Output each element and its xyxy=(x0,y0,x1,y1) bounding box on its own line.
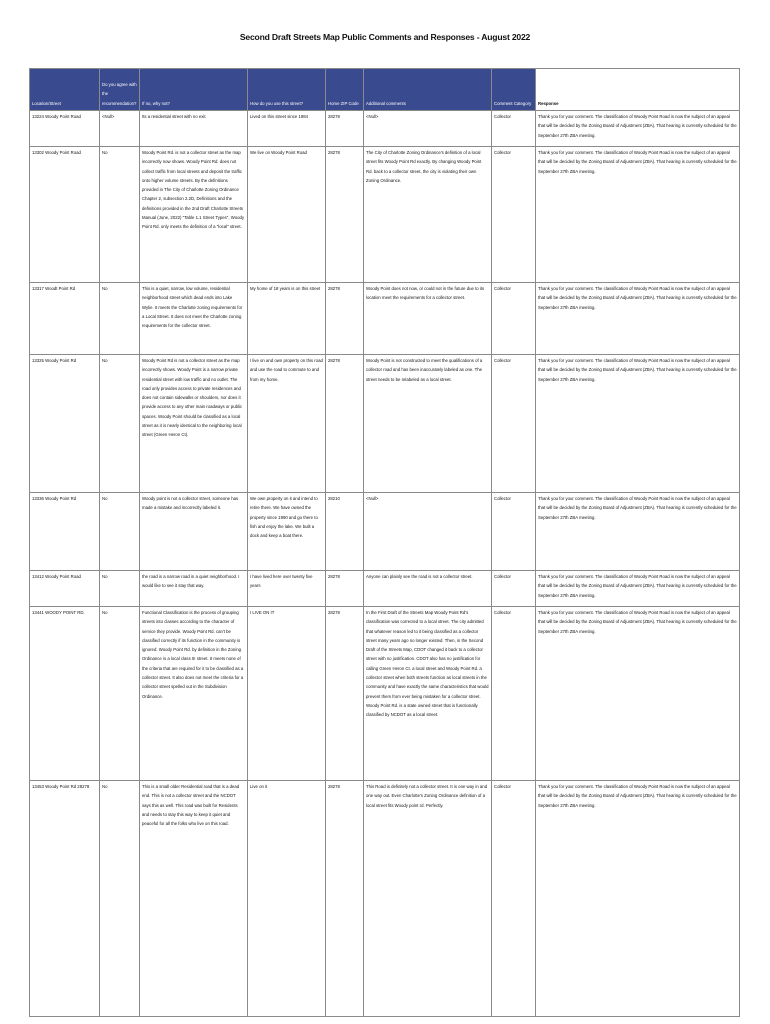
cell-agree: No xyxy=(100,571,140,607)
column-header-why-not: If no, why not? xyxy=(140,69,248,111)
cell-location: 13302 Woody Point Road xyxy=(30,147,100,283)
cell-agree: <Null> xyxy=(100,111,140,147)
cell-zip: 28210 xyxy=(326,493,364,571)
cell-agree: No xyxy=(100,493,140,571)
table-row xyxy=(30,147,740,283)
cell-zip: 28278 xyxy=(326,781,364,1017)
cell-use: I have lived here over twenty five years xyxy=(248,571,326,607)
cell-comments: In the First Draft of the Streets Map Woody Point Rd's classification was corrected to a local street. The city admitted that whatever reason led to it being classified as a collector street many years ago no longer existed. Then, in the Second Draft of the Streets Map, CDOT changed it back to a collector street with no justification. CDOT also has no justification for calling Green Heron Ct. a local street and Woody Point Rd. a collector street when both streets function as local streets in the community and have exactly the same characteristics that would prevent them from ever being mistaken for a collector street. Woody Point Rd. is a state owned street that is functionally classified by NCDOT as a local street. xyxy=(364,607,492,781)
cell-response: Thank you for your comment. The classification of Woody Point Road is now the subject of an appeal that will be decided by the Zoning Board of Adjustment (ZBA). That hearing is currently scheduled for the September 27th ZBA meeting. xyxy=(536,147,740,283)
cell-category: Collector xyxy=(492,355,536,493)
page-title: Second Draft Streets Map Public Comments and Responses - August 2022 xyxy=(239,32,531,42)
cell-use: We own property on it and intend to retire there. We have owned the property since 1990 and go there to fish and enjoy the lake. We built a dock and keep a boat there. xyxy=(248,493,326,571)
cell-why-not: This is a quiet, narrow, low volume, residential neighborhood street which dead ends into Lake Wylie. It meets the Charlotte zoning requirements for a Local Street. It does not meet the Charlotte zoning requirements for the collector street. xyxy=(140,283,248,355)
cell-comments: <Null> xyxy=(364,111,492,147)
cell-use: Lived on this street since 1984 xyxy=(248,111,326,147)
cell-why-not: Woody Point Rd. is not a collector street as the map incorrectly now shows. Woody Point Rd. does not collect traffic from local streets and deposit the traffic onto higher volume streets. By the definitions provided in The City of Charlotte Zoning Ordinance Chapter 2, subsection 2.2D, Definitions and the definitions provided in the 2nd Draft Charlotte Streets Manual (June, 2022) "Table 1.1 Street Types", Woody Point Rd. only meets the definition of a "local" street. xyxy=(140,147,248,283)
cell-use: Live on it xyxy=(248,781,326,1017)
cell-category: Collector xyxy=(492,283,536,355)
column-header-comments: Additional comments xyxy=(364,69,492,111)
cell-zip: 28278 xyxy=(326,607,364,781)
cell-why-not: the road is a narrow road in a quiet neighborhood. I would like to see it stay that way. xyxy=(140,571,248,607)
cell-comments: Woody Point is not constructed to meet the qualifications of a collector road and has been inaccurately labeled as one. The street needs to be relabeled as a local street. xyxy=(364,355,492,493)
table-row xyxy=(30,571,740,607)
column-header-location: Location/Street xyxy=(30,69,100,111)
column-header-category: Comment Category xyxy=(492,69,536,111)
cell-comments: This Road is definitely not a collector street. It is one way in and one way out. Even Charlotte's Zoning Ordinance definition of a local street fits Woody point rd. Perfectly. xyxy=(364,781,492,1017)
cell-category: Collector xyxy=(492,571,536,607)
cell-location: 13412 Woody Point Road xyxy=(30,571,100,607)
cell-category: Collector xyxy=(492,781,536,1017)
cell-why-not: Woody point is not a collector street, someone has made a mistake and incorrectly labeled it. xyxy=(140,493,248,571)
table-row xyxy=(30,111,740,147)
column-header-use: How do you use this street? xyxy=(248,69,326,111)
column-header-agree: Do you agree with the recommendation? xyxy=(100,69,140,111)
cell-response: Thank you for your comment. The classification of Woody Point Road is now the subject of an appeal that will be decided by the Zoning Board of Adjustment (ZBA). That hearing is currently scheduled for the September 27th ZBA meeting. xyxy=(536,781,740,1017)
cell-response: Thank you for your comment. The classification of Woody Point Road is now the subject of an appeal that will be decided by the Zoning Board of Adjustment (ZBA). That hearing is currently scheduled for the September 27th ZBA meeting. xyxy=(536,493,740,571)
table-row xyxy=(30,355,740,493)
cell-category: Collector xyxy=(492,493,536,571)
table-row xyxy=(30,283,740,355)
cell-use: We live on Woody Point Road xyxy=(248,147,326,283)
cell-agree: No xyxy=(100,607,140,781)
cell-zip: 28278 xyxy=(326,283,364,355)
column-header-response: Response xyxy=(536,69,740,111)
cell-zip: 28278 xyxy=(326,147,364,283)
table-row xyxy=(30,781,740,1017)
cell-response: Thank you for your comment. The classification of Woody Point Road is now the subject of an appeal that will be decided by the Zoning Board of Adjustment (ZBA). That hearing is currently scheduled for the September 27th ZBA meeting. xyxy=(536,571,740,607)
cell-zip: 28278 xyxy=(326,355,364,493)
cell-response: Thank you for your comment. The classification of Woody Point Road is now the subject of an appeal that will be decided by the Zoning Board of Adjustment (ZBA). That hearing is currently scheduled for the September 27th ZBA meeting. xyxy=(536,111,740,147)
cell-location: 13336 Woody Point Rd xyxy=(30,493,100,571)
cell-use: My home of 18 years is on this street xyxy=(248,283,326,355)
table-row xyxy=(30,493,740,571)
cell-why-not: Woody Point Rd is not a collector street as the map incorrectly shows. Woody Point is a narrow private residential street with low traffic and no outlet. The road only provides access to private residences and does not contain sidewalks or shoulders, nor does it provide access to any other main roadways or public spaces. Woody Point should be classified as a local street as it is nearly identical to the neighboring local street (Green Heron Ct). xyxy=(140,355,248,493)
cell-use: I live on and own property on this road and use the road to commute to and from my home. xyxy=(248,355,326,493)
table-row xyxy=(30,607,740,781)
cell-location: 13441 WOODY POINT RD. xyxy=(30,607,100,781)
cell-agree: No xyxy=(100,355,140,493)
cell-use: I LIVE ON IT xyxy=(248,607,326,781)
cell-category: Collector xyxy=(492,111,536,147)
cell-why-not: This is a small older Residential road that is a dead end. This is not a collector street and the NCDOT says this as well. This road was built for Residents and needs to stay this way to keep it quiet and peaceful for all the folks who live on this road. xyxy=(140,781,248,1017)
header-row xyxy=(30,69,740,111)
cell-comments: The City of Charlotte Zoning Ordinance's definition of a local street fits Woody Point Rd exactly. By changing Woody Point Rd. back to a collector street, the city is violating their own Zoning Ordinance. xyxy=(364,147,492,283)
cell-zip: 28278 xyxy=(326,111,364,147)
column-header-zip: Home ZIP Code xyxy=(326,69,364,111)
cell-comments: Woody Point does not now, or could not in the future due to its location meet the requirements for a collector street. xyxy=(364,283,492,355)
cell-location: 13453 Woody Point Rd 28278 xyxy=(30,781,100,1017)
cell-category: Collector xyxy=(492,147,536,283)
cell-response: Thank you for your comment. The classification of Woody Point Road is now the subject of an appeal that will be decided by the Zoning Board of Adjustment (ZBA). That hearing is currently scheduled for the September 27th ZBA meeting. xyxy=(536,283,740,355)
cell-response: Thank you for your comment. The classification of Woody Point Road is now the subject of an appeal that will be decided by the Zoning Board of Adjustment (ZBA). That hearing is currently scheduled for the September 27th ZBA meeting. xyxy=(536,607,740,781)
cell-why-not: Functional Classification is the process of grouping streets into classes according to the character of service they provide. Woody Point Rd. can't be classified correctly if its function in the community is ignored. Woody Point Rd. by definition in the Zoning Ordinance is a local class III street. It meets none of the criteria that are required for it to be classified as a collector street. It also does not meet the criteria for a collector street spelled out in the Subdivision Ordinance. xyxy=(140,607,248,781)
cell-comments: Anyone can plainly see the road is not a collector street. xyxy=(364,571,492,607)
cell-category: Collector xyxy=(492,607,536,781)
cell-agree: No xyxy=(100,283,140,355)
cell-comments: <Null> xyxy=(364,493,492,571)
cell-why-not: Its a residential street with no exit xyxy=(140,111,248,147)
cell-agree: No xyxy=(100,147,140,283)
cell-location: 13317 Woodt Point Rd xyxy=(30,283,100,355)
cell-location: 13325 Woody Point Rd xyxy=(30,355,100,493)
cell-response: Thank you for your comment. The classification of Woody Point Road is now the subject of an appeal that will be decided by the Zoning Board of Adjustment (ZBA). That hearing is currently scheduled for the September 27th ZBA meeting. xyxy=(536,355,740,493)
comments-table xyxy=(29,68,740,1017)
cell-location: 13224 Woody Point Road xyxy=(30,111,100,147)
cell-zip: 28278 xyxy=(326,571,364,607)
cell-agree: No xyxy=(100,781,140,1017)
